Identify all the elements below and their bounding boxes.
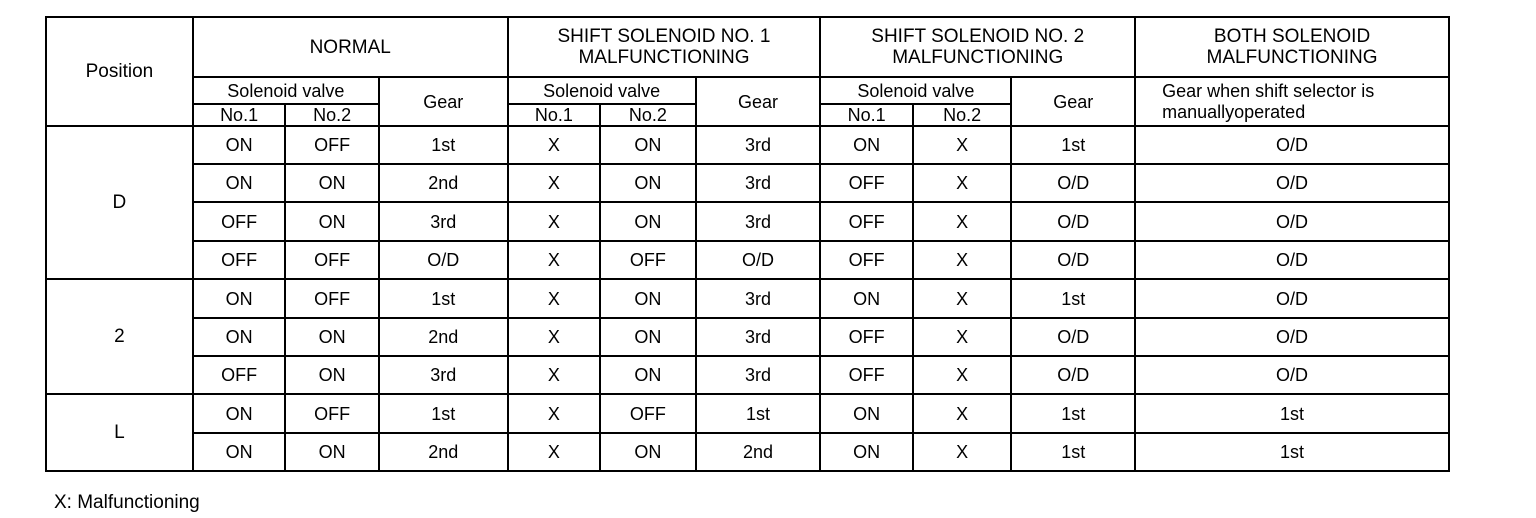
- sol1-no1-cell: X: [508, 356, 601, 394]
- normal-gear-cell: 2nd: [379, 164, 508, 202]
- both-solenoid-malfunction-header: [1135, 17, 1449, 77]
- normal-no2-cell: OFF: [285, 241, 379, 279]
- both-header-line2: MALFUNCTIONING: [1206, 47, 1378, 68]
- sol2-gear-cell: 1st: [1011, 126, 1135, 164]
- normal-no1-cell: ON: [193, 279, 286, 318]
- sol1-gear-cell: 2nd: [696, 433, 821, 471]
- manual-gear-cell: O/D: [1135, 202, 1449, 241]
- sol1-gear-header: Gear: [696, 77, 821, 126]
- sol2-gear-cell: O/D: [1011, 356, 1135, 394]
- sol1-gear-cell: 3rd: [696, 202, 821, 241]
- normal-gear-cell: 1st: [379, 126, 508, 164]
- sol1-no1-cell: X: [508, 241, 601, 279]
- sol1-no2-cell: ON: [600, 126, 696, 164]
- sol1-no2-cell: ON: [600, 164, 696, 202]
- normal-no2-cell: OFF: [285, 394, 379, 433]
- normal-gear-cell: 2nd: [379, 433, 508, 471]
- normal-gear-cell: 2nd: [379, 318, 508, 356]
- sol1-no2-cell: ON: [600, 279, 696, 318]
- table-row: [46, 279, 1449, 318]
- normal-no2-cell: OFF: [285, 126, 379, 164]
- solenoid1-malfunction-header: [508, 17, 821, 77]
- sol2-gear-cell: O/D: [1011, 164, 1135, 202]
- normal-no1-cell: ON: [193, 318, 286, 356]
- both-header-line1: BOTH SOLENOID: [1213, 26, 1371, 47]
- sol2-no2-cell: X: [913, 394, 1012, 433]
- normal-no1-cell: ON: [193, 394, 286, 433]
- solenoid2-header-line2: MALFUNCTIONING: [892, 47, 1064, 68]
- sol1-no2-header: No.2: [600, 104, 696, 126]
- sol2-no1-cell: ON: [820, 279, 913, 318]
- solenoid1-header-line2: MALFUNCTIONING: [578, 47, 750, 68]
- sol2-no1-cell: OFF: [820, 356, 913, 394]
- sol1-gear-cell: 3rd: [696, 279, 821, 318]
- sol2-no2-cell: X: [913, 356, 1012, 394]
- normal-no2-cell: ON: [285, 318, 379, 356]
- sol2-no1-cell: ON: [820, 394, 913, 433]
- sol1-gear-cell: 3rd: [696, 318, 821, 356]
- manual-gear-header-line1: Gear when shift selector is: [1162, 80, 1375, 101]
- normal-gear-cell: O/D: [379, 241, 508, 279]
- sol1-no1-cell: X: [508, 126, 601, 164]
- normal-no1-header: No.1: [193, 104, 286, 126]
- table-row: [46, 318, 1449, 356]
- sol2-no2-cell: X: [913, 202, 1012, 241]
- normal-gear-cell: 1st: [379, 394, 508, 433]
- manual-gear-cell: 1st: [1135, 433, 1449, 471]
- table-row: [46, 241, 1449, 279]
- manual-gear-cell: O/D: [1135, 126, 1449, 164]
- sol2-no1-cell: OFF: [820, 241, 913, 279]
- normal-no1-cell: ON: [193, 164, 286, 202]
- sol1-gear-cell: 3rd: [696, 356, 821, 394]
- normal-no1-cell: ON: [193, 126, 286, 164]
- normal-header: NORMAL: [193, 17, 508, 77]
- sol1-gear-cell: 3rd: [696, 164, 821, 202]
- sol2-no2-cell: X: [913, 164, 1012, 202]
- normal-gear-cell: 1st: [379, 279, 508, 318]
- solenoid1-header-line1: SHIFT SOLENOID NO. 1: [557, 26, 771, 47]
- manual-gear-cell: 1st: [1135, 394, 1449, 433]
- position-cell: 2: [46, 279, 193, 394]
- normal-no1-cell: OFF: [193, 202, 286, 241]
- normal-gear-header: Gear: [379, 77, 508, 126]
- sol2-no1-cell: ON: [820, 126, 913, 164]
- solenoid2-malfunction-header: [820, 17, 1135, 77]
- normal-gear-cell: 3rd: [379, 356, 508, 394]
- normal-no2-cell: ON: [285, 202, 379, 241]
- sol1-no2-cell: OFF: [600, 394, 696, 433]
- normal-solenoid-valve-header: Solenoid valve: [193, 77, 379, 104]
- sol2-no2-cell: X: [913, 279, 1012, 318]
- normal-no2-cell: ON: [285, 356, 379, 394]
- normal-no2-cell: ON: [285, 164, 379, 202]
- solenoid-malfunction-table: [45, 16, 1450, 472]
- sol1-solenoid-valve-header: Solenoid valve: [508, 77, 696, 104]
- sol1-no1-cell: X: [508, 318, 601, 356]
- sol2-no2-cell: X: [913, 126, 1012, 164]
- sol2-no1-cell: ON: [820, 433, 913, 471]
- sol2-gear-cell: 1st: [1011, 394, 1135, 433]
- sol2-no1-cell: OFF: [820, 318, 913, 356]
- sol2-gear-header: Gear: [1011, 77, 1135, 126]
- sol1-no1-header: No.1: [508, 104, 601, 126]
- sol1-no1-cell: X: [508, 394, 601, 433]
- sol2-gear-cell: O/D: [1011, 318, 1135, 356]
- position-cell: D: [46, 126, 193, 279]
- sol1-gear-cell: 1st: [696, 394, 821, 433]
- sol2-no2-cell: X: [913, 241, 1012, 279]
- sol2-gear-cell: O/D: [1011, 241, 1135, 279]
- sol1-no1-cell: X: [508, 433, 601, 471]
- sol1-no2-cell: ON: [600, 202, 696, 241]
- sol2-gear-cell: 1st: [1011, 433, 1135, 471]
- sol2-no1-cell: OFF: [820, 202, 913, 241]
- normal-no2-cell: OFF: [285, 279, 379, 318]
- table-row: [46, 394, 1449, 433]
- sol2-no1-cell: OFF: [820, 164, 913, 202]
- normal-no2-header: No.2: [285, 104, 379, 126]
- solenoid2-header-line1: SHIFT SOLENOID NO. 2: [871, 26, 1085, 47]
- sol1-gear-cell: 3rd: [696, 126, 821, 164]
- normal-no1-cell: OFF: [193, 356, 286, 394]
- manual-gear-header-line2: manuallyoperated: [1162, 101, 1306, 122]
- normal-gear-cell: 3rd: [379, 202, 508, 241]
- sol2-no2-cell: X: [913, 318, 1012, 356]
- table-row: [46, 433, 1449, 471]
- manual-gear-cell: O/D: [1135, 318, 1449, 356]
- sol2-gear-cell: 1st: [1011, 279, 1135, 318]
- table-row: [46, 202, 1449, 241]
- table-row: [46, 164, 1449, 202]
- manual-gear-cell: O/D: [1135, 164, 1449, 202]
- position-cell: L: [46, 394, 193, 471]
- table-row: [46, 356, 1449, 394]
- sol2-no2-cell: X: [913, 433, 1012, 471]
- sol1-no2-cell: ON: [600, 356, 696, 394]
- malfunction-legend-note: X: Malfunctioning: [54, 492, 200, 513]
- normal-no2-cell: ON: [285, 433, 379, 471]
- manual-gear-cell: O/D: [1135, 241, 1449, 279]
- table-row: [46, 126, 1449, 164]
- sol1-gear-cell: O/D: [696, 241, 821, 279]
- sol1-no2-cell: ON: [600, 433, 696, 471]
- manual-gear-header: [1135, 77, 1449, 126]
- sol2-no1-header: No.1: [820, 104, 913, 126]
- sol2-gear-cell: O/D: [1011, 202, 1135, 241]
- sol1-no1-cell: X: [508, 279, 601, 318]
- sol1-no2-cell: OFF: [600, 241, 696, 279]
- sol1-no1-cell: X: [508, 202, 601, 241]
- manual-gear-cell: O/D: [1135, 356, 1449, 394]
- position-header: Position: [46, 17, 193, 126]
- sol2-solenoid-valve-header: Solenoid valve: [820, 77, 1011, 104]
- sol2-no2-header: No.2: [913, 104, 1012, 126]
- sol1-no2-cell: ON: [600, 318, 696, 356]
- sol1-no1-cell: X: [508, 164, 601, 202]
- normal-no1-cell: OFF: [193, 241, 286, 279]
- normal-no1-cell: ON: [193, 433, 286, 471]
- manual-gear-cell: O/D: [1135, 279, 1449, 318]
